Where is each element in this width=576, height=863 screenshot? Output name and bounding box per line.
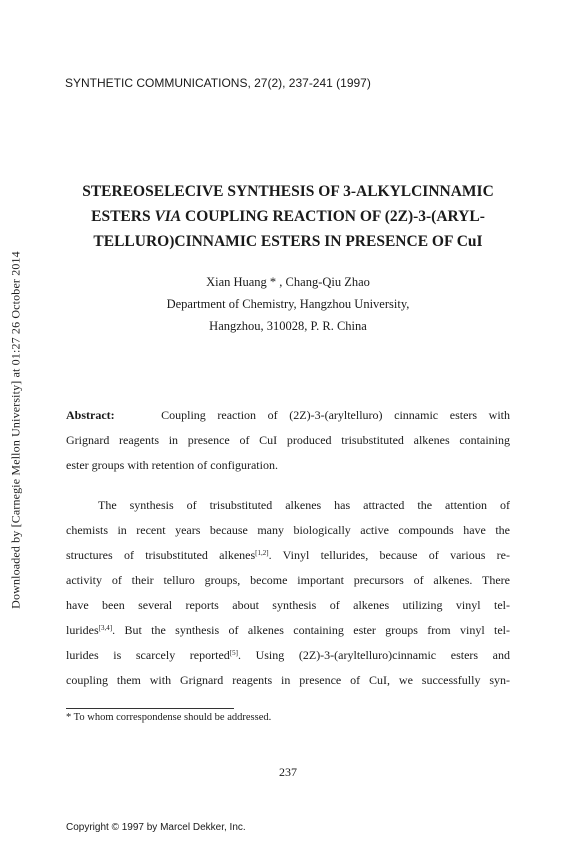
download-watermark: Downloaded by [Carnegie Mellon University] at 01:27 26 October 2014	[8, 251, 23, 609]
abstract-label: Abstract:	[66, 408, 115, 422]
title-line-2a: ESTERS	[91, 208, 155, 225]
title-line-1: STEREOSELECIVE SYNTHESIS OF 3-ALKYLCINNAMIC	[82, 183, 494, 200]
body-text-3b: . Vinyl tellurides, because of various re-	[268, 548, 510, 562]
citation-2: [3,4]	[98, 624, 113, 632]
body-line-7	[66, 648, 510, 663]
body-text-6a: lurides	[66, 623, 99, 637]
author-department: Department of Chemistry, Hangzhou University,	[166, 297, 410, 311]
abstract-line-3: ester groups with retention of configuration.	[66, 458, 278, 472]
citation-3: [5]	[229, 649, 238, 657]
citation-1: [1,2]	[255, 549, 269, 557]
title-line-2	[0, 208, 576, 226]
copyright: Copyright © 1997 by Marcel Dekker, Inc.	[66, 822, 246, 833]
body-line-8: coupling them with Grignard reagents in presence of CuI, we successfully syn-	[66, 673, 510, 687]
title-line-3: TELLURO)CINNAMIC ESTERS IN PRESENCE OF CuI	[93, 233, 483, 250]
footnote-rule	[66, 708, 234, 709]
abstract-line-2: Grignard reagents in presence of CuI produced trisubstituted alkenes containing	[66, 433, 510, 447]
body-line-3	[66, 548, 510, 563]
journal-reference: SYNTHETIC COMMUNICATIONS, 27(2), 237-241 (1997)	[65, 76, 371, 90]
body-line-5: have been several reports about synthesis of alkenes utilizing vinyl tel-	[66, 598, 510, 612]
body-line-1: The synthesis of trisubstituted alkenes has attracted the attention of	[98, 498, 510, 512]
author-city: Hangzhou, 310028, P. R. China	[209, 319, 367, 333]
abstract-text-1: Coupling reaction of (2Z)-3-(aryltelluro) cinnamic esters with	[161, 408, 511, 422]
author-names: Xian Huang * , Chang-Qiu Zhao	[206, 275, 370, 289]
body-text-6b: . But the synthesis of alkenes containing ester groups from vinyl tel-	[112, 623, 510, 637]
body-text-7b: . Using (2Z)-3-(aryltelluro)cinnamic esters and	[237, 648, 511, 662]
body-line-6	[66, 623, 510, 638]
abstract-line-1	[66, 408, 510, 423]
title-via: VIA	[154, 208, 182, 225]
body-text-3a: structures of trisubstituted alkenes	[66, 548, 256, 562]
title-line-2c: COUPLING REACTION OF (2Z)-3-(ARYL-	[181, 208, 485, 225]
footnote: * To whom correspondense should be addressed.	[66, 712, 272, 723]
body-line-4: activity of their telluro groups, become important precursors of alkenes. There	[66, 573, 510, 587]
body-text-7a: lurides is scarcely reported	[66, 648, 230, 662]
page-number: 237	[279, 765, 297, 779]
body-line-2: chemists in recent years because many biologically active compounds have the	[66, 523, 510, 537]
